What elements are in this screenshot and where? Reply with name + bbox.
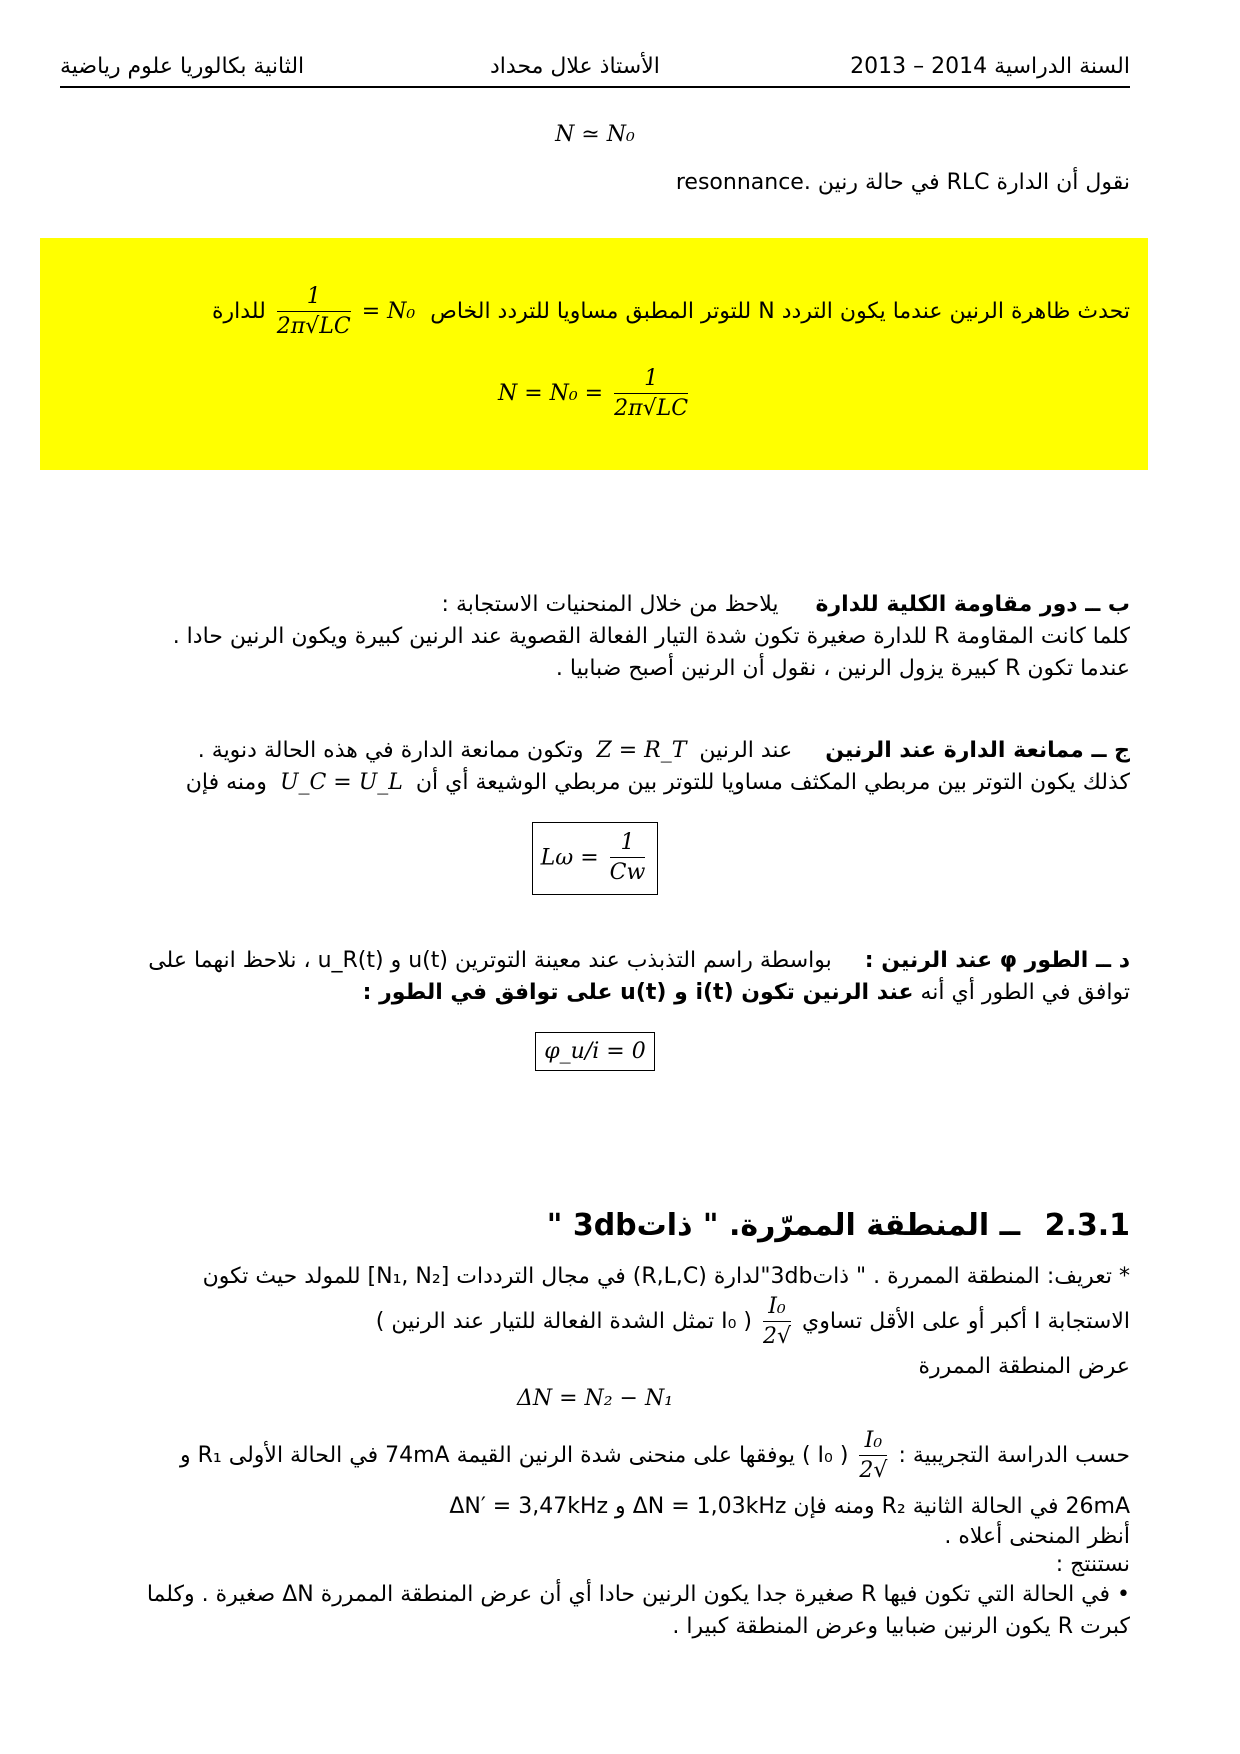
definition-line2-b: ( I₀ تمثل الشدة الفعالة للتيار عند الرنين ) bbox=[375, 1309, 752, 1334]
lw-fraction-denominator: Cw bbox=[609, 860, 646, 885]
header-teacher: الأستاذ علال محداد bbox=[490, 54, 660, 79]
experiment-line1-b: ( I₀ ) يوفقها على منحنى شدة الرنين القيمة 74mA في الحالة الأولى R₁ و bbox=[180, 1443, 849, 1468]
boxed-phase-equation: φ_u/i = 0 bbox=[535, 1032, 654, 1071]
experiment-fraction-numerator: I₀ bbox=[859, 1427, 887, 1456]
experiment-line2: 26mA في الحالة الثانية R₂ ومنه فإن ΔN = 1,03kHz و ΔN′ = 3,47kHz bbox=[449, 1494, 1130, 1519]
boxed-lw-equation bbox=[532, 822, 659, 895]
section-b-line2: كلما كانت المقاومة R للدارة صغيرة تكون شدة التيار الفعالة القصوية عند الرنين كبيرة ويكون الرنين حادا . bbox=[172, 624, 1130, 649]
section-j-line2-b: ومنه فإن bbox=[185, 770, 267, 795]
resonance-definition-line bbox=[60, 282, 1130, 342]
resonance-equation-fraction bbox=[614, 365, 688, 424]
experiment-fraction bbox=[859, 1427, 887, 1486]
section-j-line2-a: كذلك يكون التوتر بين مربطي المكثف مساويا للتوتر بين مربطي الوشيعة أي أن bbox=[415, 770, 1130, 795]
section-j-text-a: عند الرنين bbox=[699, 738, 793, 763]
experiment-line1 bbox=[60, 1426, 1130, 1486]
definition-text-end: للدارة bbox=[212, 299, 266, 324]
resonance-equation-lhs: N = N₀ = bbox=[497, 381, 604, 406]
section-j-heading-line bbox=[60, 738, 1130, 763]
definition-line2 bbox=[60, 1292, 1130, 1352]
n0-fraction-numerator: 1 bbox=[277, 283, 351, 312]
impedance-equation: Z = R_T bbox=[596, 738, 687, 763]
passband-width-equation: ΔN = N₂ − N₁ bbox=[516, 1386, 674, 1411]
section-j-title: ج ــ ممانعة الدارة عند الرنين bbox=[825, 738, 1130, 763]
section-b-heading-line bbox=[60, 592, 1130, 617]
definition-line2-a: الاستجابة I أكبر أو على الأقل تساوي bbox=[802, 1309, 1130, 1334]
passband-width-label: عرض المنطقة الممررة bbox=[918, 1354, 1130, 1379]
i0-over-sqrt2-fraction bbox=[763, 1293, 791, 1352]
equation-n-approx-n0: N ≃ N₀ bbox=[555, 122, 635, 147]
boxed-lw-equation-wrap bbox=[60, 822, 1130, 895]
resonance-fraction-numerator: 1 bbox=[614, 365, 688, 394]
section-d-line1: بواسطة راسم التذبذب عند معينة التوترين u(t) و u_R(t) ، نلاحظ انهما على bbox=[148, 948, 832, 973]
section-j-line2 bbox=[60, 770, 1130, 795]
i0-fraction-numerator: I₀ bbox=[763, 1293, 791, 1322]
section-number: 2.3.1 bbox=[1044, 1208, 1130, 1243]
lw-fraction bbox=[610, 829, 646, 888]
conclusion-label: نستنتج : bbox=[1055, 1552, 1130, 1577]
section-d-line2 bbox=[60, 980, 1130, 1005]
resonance-statement: نقول أن الدارة RLC في حالة رنين .resonnance bbox=[675, 170, 1130, 195]
experiment-line1-a: حسب الدراسة التجريبية : bbox=[898, 1443, 1130, 1468]
section-b-title: ب ــ دور مقاومة الكلية للدارة bbox=[815, 592, 1130, 617]
n0-fraction bbox=[277, 283, 351, 342]
header-school-year: السنة الدراسية 2014 – 2013 bbox=[850, 54, 1130, 79]
conclusion-bullet-line1: • في الحالة التي تكون فيها R صغيرة جدا يكون الرنين حادا أي أن عرض المنطقة الممررة ΔN صغيرة . وكلما bbox=[146, 1582, 1130, 1607]
section-d-title: د ــ الطور φ عند الرنين : bbox=[864, 948, 1130, 973]
lw-lhs: Lω = bbox=[540, 845, 599, 871]
header-class: الثانية بكالوريا علوم رياضية bbox=[60, 54, 305, 79]
definition-line1: * تعريف: المنطقة الممررة . " ذات3db"لدارة (R,L,C) في مجال الترددات [N₁, N₂] للمولد حيث تكون bbox=[202, 1264, 1130, 1289]
section-j-text-b: وتكون ممانعة الدارة في هذه الحالة دنوية . bbox=[197, 738, 584, 763]
resonance-fraction-denominator: 2π√LC bbox=[614, 395, 689, 421]
conclusion-bullet-line2: كبرت R يكون الرنين ضبابيا وعرض المنطقة كبيرا . bbox=[672, 1614, 1130, 1639]
i0-fraction-denominator: √2 bbox=[762, 1323, 791, 1349]
section-heading-1-3-1 bbox=[547, 1208, 1130, 1243]
section-b-intro: يلاحظ من خلال المنحنيات الاستجابة : bbox=[441, 592, 779, 617]
experiment-fraction-denominator: √2 bbox=[859, 1457, 888, 1483]
section-title: ــ المنطقة الممرّرة. " ذات3db " bbox=[546, 1208, 1021, 1243]
resonance-equation bbox=[60, 362, 1130, 426]
n0-formula-lhs: N₀ = bbox=[361, 299, 416, 324]
voltage-equality: U_C = U_L bbox=[279, 770, 403, 795]
n0-fraction-denominator: 2π√LC bbox=[276, 313, 351, 339]
section-b-line3: عندما تكون R كبيرة يزول الرنين ، نقول أن الرنين أصبح ضبابيا . bbox=[555, 656, 1130, 681]
boxed-phase-equation-wrap bbox=[60, 1032, 1130, 1071]
document-page bbox=[60, 0, 1130, 1754]
page-header bbox=[60, 50, 1130, 88]
definition-text: تحدث ظاهرة الرنين عندما يكون التردد N للتوتر المطبق مساويا للتردد الخاص bbox=[430, 299, 1130, 324]
section-d-heading-line bbox=[60, 948, 1130, 973]
see-curve-note: أنظر المنحنى أعلاه . bbox=[944, 1524, 1130, 1549]
section-d-line2-a: توافق في الطور أي أنه bbox=[920, 980, 1130, 1005]
definition-highlight-box bbox=[40, 238, 1148, 470]
lw-fraction-numerator: 1 bbox=[610, 829, 646, 858]
section-d-line2-b: عند الرنين تكون i(t) و u(t) على توافق في الطور : bbox=[362, 980, 914, 1005]
